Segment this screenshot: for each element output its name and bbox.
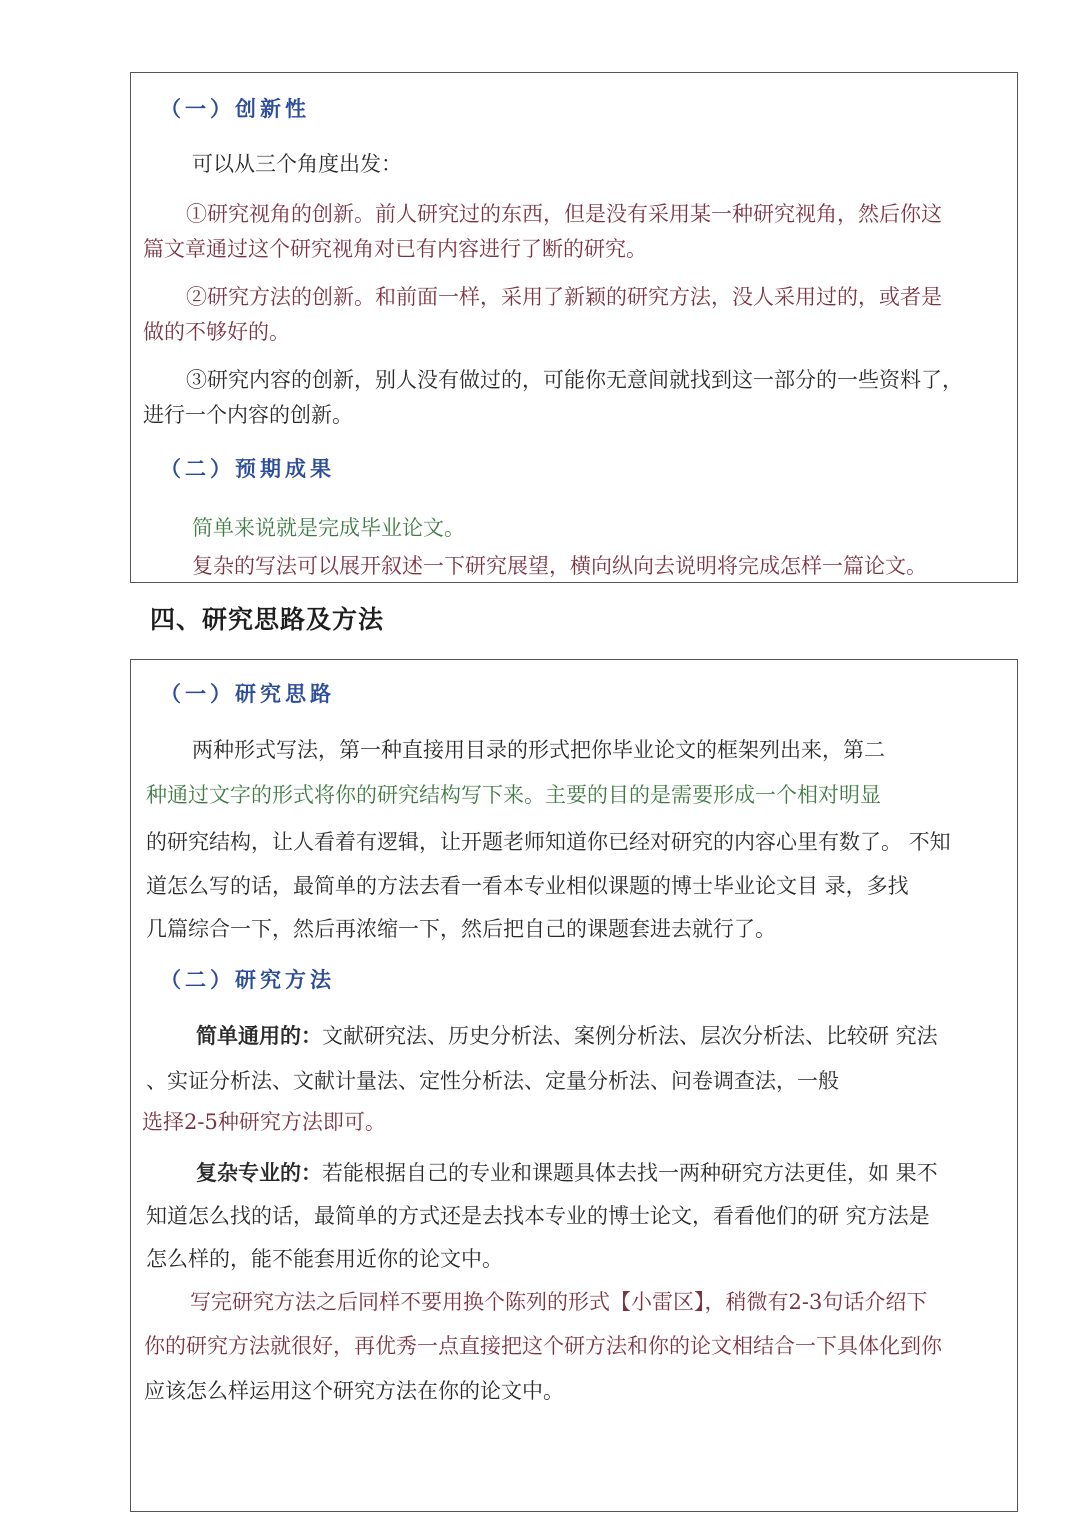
- approach-heading: （一）研究思路: [160, 681, 335, 706]
- methods-complex-label: 复杂专业的：: [196, 1160, 322, 1185]
- methods-tip-line1: 写完研究方法之后同样不要用换个陈列的形式【小雷区】，稍微有2-3句话介绍下: [190, 1290, 928, 1314]
- methods-complex-line1: [196, 1158, 938, 1188]
- innovation-p3-line1: ③研究内容的创新，别人没有做过的，可能你无意间就找到这一部分的一些资料了，: [186, 368, 963, 392]
- methods-heading: （二）研究方法: [160, 967, 335, 992]
- methods-complex-line2: 知道怎么找的话，最简单的方式还是去找本专业的博士论文，看看他们的研 究方法是: [146, 1204, 930, 1228]
- innovation-intro: 可以从三个角度出发：: [192, 152, 402, 176]
- innovation-p2-line2: 做的不够好的。: [143, 320, 290, 344]
- approach-line3: 的研究结构，让人看着有逻辑，让开题老师知道你已经对研究的内容心里有数了。 不知: [146, 830, 951, 854]
- methods-simple-label: 简单通用的：: [196, 1023, 322, 1048]
- methods-tip-line2: 你的研究方法就很好，再优秀一点直接把这个研方法和你的论文相结合一下具体化到你: [144, 1334, 942, 1358]
- approach-line5: 几篇综合一下，然后再浓缩一下，然后把自己的课题套进去就行了。: [146, 917, 776, 941]
- approach-line2: 种通过文字的形式将你的研究结构写下来。主要的目的是需要形成一个相对明显: [146, 783, 881, 807]
- methods-simple-line1: [196, 1021, 938, 1051]
- methods-simple-line2: 、实证分析法、文献计量法、定性分析法、定量分析法、问卷调查法，一般: [146, 1069, 839, 1093]
- innovation-p1-line2: 篇文章通过这个研究视角对已有内容进行了断的研究。: [143, 237, 647, 261]
- methods-simple-line3: 选择2-5种研究方法即可。: [142, 1110, 386, 1134]
- innovation-heading: （一）创新性: [160, 96, 310, 121]
- approach-line1: 两种形式写法，第一种直接用目录的形式把你毕业论文的框架列出来，第二: [192, 738, 885, 762]
- innovation-p1-line1: ①研究视角的创新。前人研究过的东西，但是没有采用某一种研究视角，然后你这: [186, 202, 942, 226]
- outcome-heading: （二）预期成果: [160, 456, 335, 481]
- methods-simple-text: 文献研究法、历史分析法、案例分析法、层次分析法、比较研 究法: [322, 1024, 938, 1048]
- methods-complex-text: 若能根据自己的专业和课题具体去找一两种研究方法更佳，如 果不: [322, 1161, 938, 1185]
- methods-complex-line3: 怎么样的，能不能套用近你的论文中。: [146, 1247, 503, 1271]
- approach-line4: 道怎么写的话，最简单的方法去看一看本专业相似课题的博士毕业论文目 录，多找: [146, 874, 909, 898]
- innovation-p2-line1: ②研究方法的创新。和前面一样，采用了新颖的研究方法，没人采用过的，或者是: [186, 285, 942, 309]
- section-heading: 四、研究思路及方法: [150, 605, 385, 634]
- outcome-simple: 简单来说就是完成毕业论文。: [192, 516, 465, 540]
- outcome-complex: 复杂的写法可以展开叙述一下研究展望，横向纵向去说明将完成怎样一篇论文。: [192, 554, 927, 578]
- methods-tip-line3: 应该怎么样运用这个研究方法在你的论文中。: [144, 1379, 564, 1403]
- innovation-p3-line2: 进行一个内容的创新。: [143, 403, 353, 427]
